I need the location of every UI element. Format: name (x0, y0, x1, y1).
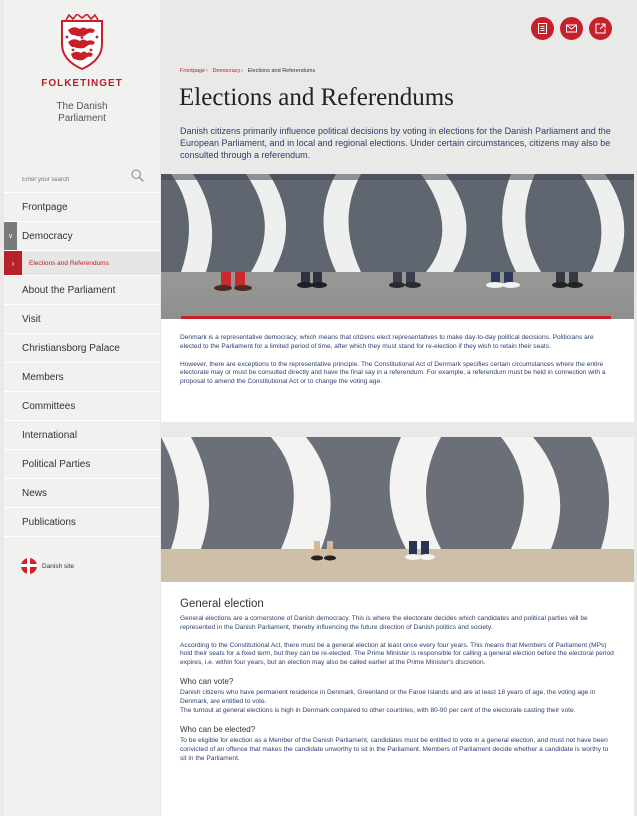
logo-wordmark: FOLKETINGET (41, 78, 123, 89)
share-button[interactable] (589, 17, 612, 40)
nav-subitem-elections-and-referendums[interactable] (4, 250, 160, 275)
breadcrumb (180, 68, 315, 74)
intro-section (161, 319, 634, 422)
search-icon[interactable] (131, 169, 144, 182)
nav-item-political-parties[interactable] (4, 449, 160, 478)
nav-item-label: News (22, 487, 48, 499)
subheading-who-can-vote: Who can vote? (180, 676, 234, 686)
nav-item-publications[interactable] (4, 507, 160, 537)
nav-item-members[interactable] (4, 362, 160, 391)
mail-icon (565, 22, 578, 35)
nav-item-label: International (22, 429, 78, 441)
who-can-be-elected-paragraph: To be eligible for election as a Member of the Danish Parliament, candidates must be entitled to vote in a general election, and must not have been convicted of an offence that makes the candidate unworthy to sit in the Parliament. Members of Parliament decide whether a candidate is worthy to sit in the Parliament. (180, 737, 609, 762)
search-box (22, 168, 144, 186)
logo[interactable] (4, 14, 160, 125)
nav-item-frontpage[interactable] (4, 192, 160, 221)
nav-item-label: Members (22, 371, 64, 383)
breadcrumb-current: Elections and Referendums (247, 68, 316, 74)
breadcrumb-link-democracy[interactable]: Democracy (212, 68, 241, 74)
subheading-who-can-be-elected: Who can be elected? (180, 725, 256, 735)
breadcrumb-link-frontpage[interactable]: Frontpage (180, 68, 206, 74)
danish-flag-icon (21, 558, 37, 574)
who-can-vote-paragraph-2: The turnout at general elections is high in Denmark compared to other countries, with 80-90 per cent of the electorate casting their vote. (180, 706, 576, 714)
language-switch[interactable] (21, 558, 74, 574)
sidebar (4, 0, 160, 816)
share-icon (594, 22, 607, 35)
nav-item-democracy[interactable] (4, 221, 160, 250)
chevron-right-icon: › (4, 251, 22, 275)
chevron-down-icon[interactable]: ∨ (4, 222, 17, 250)
nav-item-committees[interactable] (4, 391, 160, 420)
nav-item-label: Visit (22, 313, 41, 325)
who-can-vote-paragraph-1: Danish citizens who have permanent residence in Denmark, Greenland or the Faroe Islands and are at least 18 years of age, the voting age in Denmark, are entitled to vote. (180, 688, 596, 705)
nav-item-christiansborg-palace[interactable] (4, 333, 160, 362)
breadcrumb-separator: › (241, 68, 244, 74)
intro-paragraph-1: Denmark is a representative democracy, which means that citizens elect representatives to make day-to-day political decisions. Politicians are elected to the Parliament for a limited period of time, after which they must stand for re-election if they wish to retain their seats. (180, 334, 594, 350)
intro-paragraph-2: However, there are exceptions to the representative principle. The Constitutional Act of Denmark specifies certain circumstances where the entire electorate may or must be consulted directly and have the final say in a referendum. For example, a referendum must be held in connection with a proposal to amend the Constitutional Act or to change the voting age. (180, 360, 606, 386)
voting-booth-photo (161, 437, 634, 582)
toolbar (531, 17, 612, 40)
breadcrumb-separator: › (206, 68, 208, 74)
search-input[interactable] (22, 172, 122, 188)
print-button[interactable] (531, 17, 554, 40)
page-title: Elections and Referendums (179, 84, 454, 111)
coat-of-arms-icon (53, 14, 111, 72)
nav-item-label: Elections and Referendums (29, 259, 109, 267)
nav-item-label: Frontpage (22, 201, 68, 213)
nav-item-label: Committees (22, 400, 76, 412)
main-navigation (4, 192, 160, 537)
general-election-section (161, 582, 634, 816)
nav-item-label: About the Parliament (22, 284, 116, 296)
nav-item-label: Christiansborg Palace (22, 342, 120, 354)
logo-subtitle (4, 101, 160, 125)
email-button[interactable] (560, 17, 583, 40)
section-heading-general-election: General election (180, 598, 264, 610)
language-label: Danish site (42, 562, 75, 570)
print-icon (536, 22, 549, 35)
nav-item-news[interactable] (4, 478, 160, 507)
general-election-paragraph-2: According to the Constitutional Act, there must be a general election at least once every four years. This means that Members of Parliament (MPs) hold their seats for a fixed term, but they can be re-elected. The Prime Minister is responsible for calling a general election before the electoral period expires, i.e. within four years, but an election may also be called earlier at the Prime Minister's discretion. (180, 641, 614, 667)
voting-booths-photo (161, 174, 634, 319)
logo-subtitle-line2: Parliament (58, 113, 106, 124)
nav-item-international[interactable] (4, 420, 160, 449)
nav-item-label: Democracy (22, 230, 73, 242)
page-lead: Danish citizens primarily influence political decisions by voting in elections for the Danish Parliament and the European Parliament, and in local and regional elections. Under certain circumstances, citizens may also be consulted through a referendum. (180, 126, 611, 160)
nav-item-label: Publications (22, 516, 76, 528)
nav-item-visit[interactable] (4, 304, 160, 333)
nav-item-about-the-parliament[interactable] (4, 275, 160, 304)
logo-subtitle-line1: The Danish (56, 101, 108, 112)
nav-item-label: Political Parties (22, 458, 91, 470)
general-election-paragraph-1: General elections are a cornerstone of Danish democracy. This is where the electorate decides which candidates and political parties will be represented in the Danish Parliament, thereby influencing the future direction of Danish politics and society. (180, 615, 588, 631)
